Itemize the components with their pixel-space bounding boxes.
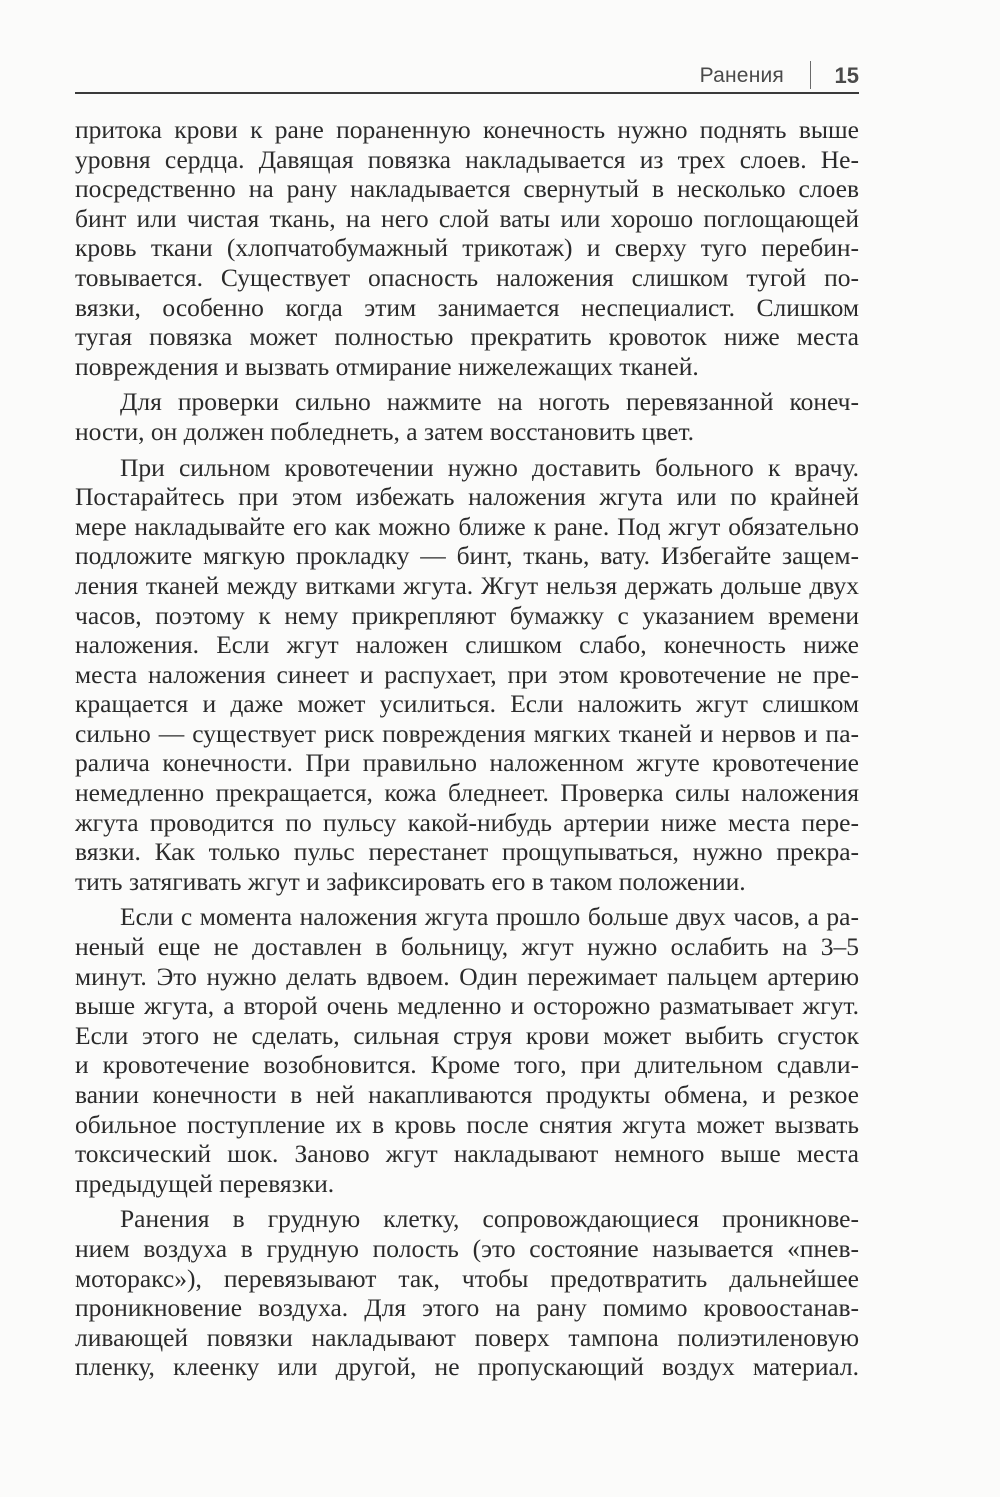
text-line: минут. Это нужно делать вдвоем. Один пережимает пальцем артерию	[75, 961, 859, 991]
text-line: Для проверки сильно нажмите на ноготь перевязанной конеч-	[120, 387, 859, 417]
body-text	[75, 115, 859, 1388]
text-line: неный еще не доставлен в больницу, жгут нужно ослабить на 3–5	[75, 932, 859, 962]
text-line: проникновение воздуха. Для этого на рану помимо кровоостанав-	[75, 1293, 859, 1323]
text-line: сильно — существует риск повреждения мягких тканей и нервов и па-	[75, 718, 859, 748]
text-line: мере накладывайте его как можно ближе к ране. Под жгут обязательно	[75, 511, 859, 541]
paragraph-5	[75, 1204, 859, 1382]
text-line: Постарайтесь при этом избежать наложения жгута или по крайней	[75, 482, 859, 512]
text-line: обильное поступление их в кровь после снятия жгута может вызвать	[75, 1109, 859, 1139]
text-line: моторакс»), перевязывают так, чтобы предотвратить дальнейшее	[75, 1263, 859, 1293]
text-line: кровь ткани (хлопчатобумажный трикотаж) и сверху туго перебин-	[75, 233, 859, 263]
text-line: Ранения в грудную клетку, сопровождающиеся проникнове-	[120, 1204, 859, 1234]
text-line: притока крови к ране пораненную конечность нужно поднять выше	[75, 115, 859, 144]
text-line: кращается и даже может усилиться. Если наложить жгут слишком	[75, 689, 859, 719]
text-line: бинт или чистая ткань, на него слой ваты или хорошо поглощающей	[75, 203, 859, 233]
text-line: тугая повязка может полностью прекратить кровоток ниже места	[75, 322, 859, 352]
header-separator	[810, 61, 812, 89]
text-line: часов, поэтому к нему прикрепляют бумажку с указанием времени	[75, 600, 859, 630]
text-line: ности, он должен побледнеть, а затем восстановить цвет.	[75, 416, 695, 446]
header-rule	[75, 92, 859, 94]
text-line: наложения. Если жгут наложен слишком слабо, конечность ниже	[75, 630, 859, 660]
text-line: вании конечности в ней накапливаются продукты обмена, и резкое	[75, 1080, 859, 1109]
paragraph-1	[75, 115, 859, 381]
paragraph-4	[75, 902, 859, 1198]
text-line: немедленно прекращается, кожа бледнеет. Проверка силы наложения	[75, 778, 859, 808]
text-line: повреждения и вызвать отмирание нижележащих тканей.	[75, 351, 699, 381]
text-line: ливающей повязки накладывают поверх тампона полиэтиленовую	[75, 1322, 859, 1352]
text-line: ралича конечности. При правильно наложенном жгуте кровотечение	[75, 748, 859, 778]
text-line: подложите мягкую прокладку — бинт, ткань, вату. Избегайте защем-	[75, 541, 859, 571]
section-title: Ранения	[699, 64, 784, 87]
text-line: Если с момента наложения жгута прошло больше двух часов, а ра-	[120, 902, 859, 932]
text-line: товывается. Существует опасность наложения слишком тугой по-	[75, 262, 859, 292]
text-line: предыдущей перевязки.	[75, 1168, 335, 1198]
text-line: При сильном кровотечении нужно доставить больного к врачу.	[120, 452, 859, 482]
page-number: 15	[834, 63, 859, 88]
text-line: тить затягивать жгут и зафиксировать его в таком положении.	[75, 866, 746, 896]
text-line: пленку, клеенку или другой, не пропускающий воздух материал.	[75, 1352, 859, 1382]
text-line: места наложения синеет и распухает, при этом кровотечение не пре-	[75, 659, 859, 689]
text-line: уровня сердца. Давящая повязка накладывается из трех слоев. Не-	[75, 144, 859, 174]
text-line: токсический шок. Заново жгут накладывают немного выше места	[75, 1139, 859, 1169]
text-line: вязки. Как только пульс перестанет прощупываться, нужно прекра-	[75, 837, 859, 867]
text-line: жгута проводится по пульсу какой-нибудь артерии ниже места пере-	[75, 807, 859, 837]
text-line: и кровотечение возобновится. Кроме того, при длительном сдавли-	[75, 1050, 859, 1080]
text-line: вязки, особенно когда этим занимается неспециалист. Слишком	[75, 292, 859, 322]
text-line: посредственно на рану накладывается свернутый в несколько слоев	[75, 174, 859, 204]
text-line: ления тканей между витками жгута. Жгут нельзя держать дольше двух	[75, 570, 859, 600]
text-line: Если этого не сделать, сильная струя крови может выбить сгусток	[75, 1020, 859, 1050]
running-head	[75, 58, 859, 92]
paragraph-2	[75, 387, 859, 446]
paragraph-3	[75, 453, 859, 897]
text-line: выше жгута, а второй очень медленно и осторожно разматывает жгут.	[75, 991, 859, 1021]
text-line: нием воздуха в грудную полость (это состояние называется «пнев-	[75, 1233, 859, 1263]
